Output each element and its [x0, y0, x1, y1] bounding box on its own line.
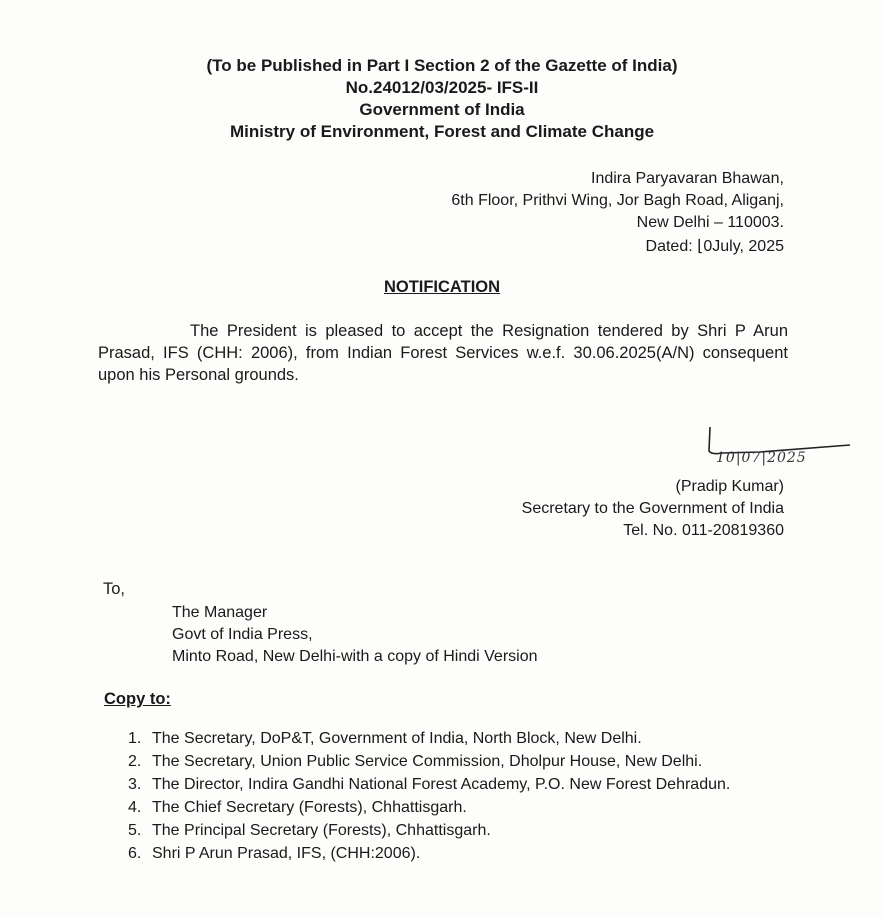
list-item [128, 751, 738, 772]
list-item [128, 843, 738, 864]
signature-block [522, 476, 784, 542]
signatory-designation: Secretary to the Government of India [521, 500, 784, 517]
list-item [128, 797, 738, 818]
notification-title: NOTIFICATION [383, 278, 501, 296]
dated-line: Dated: ⌊0July, 2025 [645, 238, 784, 255]
list-item-text: The Director, Indira Gandhi National Forest Academy, P.O. New Forest Dehradun. [152, 776, 731, 793]
list-item-number: 6. [128, 845, 142, 862]
recipient-address [172, 602, 538, 668]
to-label: To, [103, 580, 126, 598]
address-line-3: New Delhi – 110003. [636, 214, 784, 231]
list-item-number: 3. [128, 776, 142, 793]
signatory-name: (Pradip Kumar) [675, 478, 784, 495]
recipient-line-2: Govt of India Press, [172, 626, 313, 643]
file-number: No.24012/03/2025- IFS-II [345, 78, 539, 97]
list-item-number: 5. [128, 822, 142, 839]
address-line-2: 6th Floor, Prithvi Wing, Jor Bagh Road, Aliganj, [451, 192, 784, 209]
list-item-text: The Chief Secretary (Forests), Chhattisgarh. [152, 799, 467, 816]
list-item-number: 1. [128, 730, 142, 747]
signatory-phone: Tel. No. 011-20819360 [623, 522, 784, 539]
list-item-text: Shri P Arun Prasad, IFS, (CHH:2006). [152, 845, 421, 862]
list-item [128, 774, 738, 795]
gazette-line: (To be Published in Part I Section 2 of the Gazette of India) [206, 56, 678, 75]
ministry-heading: Ministry of Environment, Forest and Climate Change [229, 122, 655, 141]
list-item-text: The Secretary, DoP&T, Government of India, North Block, New Delhi. [152, 730, 642, 747]
recipient-line-3: Minto Road, New Delhi-with a copy of Hindi Version [172, 648, 538, 665]
list-item-number: 4. [128, 799, 142, 816]
list-item [128, 728, 738, 749]
copy-to-label: Copy to: [104, 690, 171, 708]
government-heading: Government of India [359, 100, 525, 119]
list-item-text: The Secretary, Union Public Service Commission, Dholpur House, New Delhi. [152, 753, 703, 770]
notification-body: The President is pleased to accept the Resignation tendered by Shri P Arun Prasad, IFS (CHH: 2006), from Indian Forest Services w.e.f. 30.06.2025(A/N) consequent upon his Personal grounds. [98, 322, 788, 384]
list-item [128, 820, 738, 841]
address-line-1: Indira Paryavaran Bhawan, [591, 170, 784, 187]
signature-date: 10|07|2025 [716, 450, 807, 466]
copy-to-list [128, 728, 738, 866]
list-item-text: The Principal Secretary (Forests), Chhattisgarh. [152, 822, 491, 839]
list-item-number: 2. [128, 753, 142, 770]
recipient-line-1: The Manager [172, 604, 268, 621]
